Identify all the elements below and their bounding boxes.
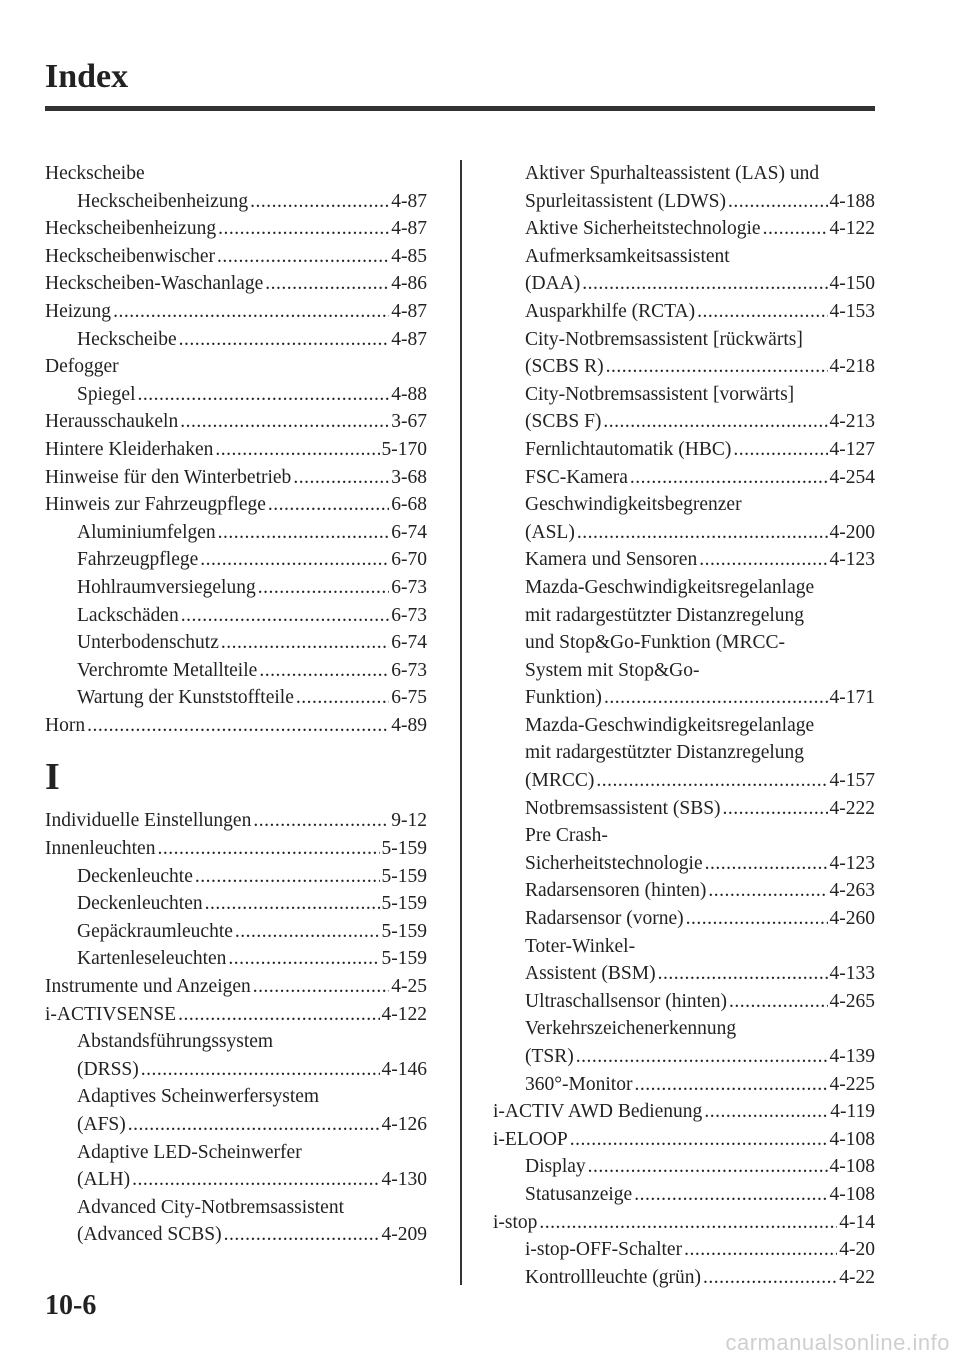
entry-term: Horn — [45, 714, 86, 736]
entry-page-ref: 4-171 — [829, 687, 875, 709]
entry-page-ref: 5-159 — [381, 948, 427, 970]
dot-leader — [258, 574, 390, 602]
index-entry-heading: Heckscheibe — [45, 163, 145, 184]
entry-page-ref: 4-108 — [829, 1183, 875, 1205]
entry-page-ref: 4-87 — [391, 328, 427, 350]
entry-term: (DRSS) — [77, 1058, 139, 1080]
index-subentry-line: Abstandsführungssystem — [77, 1031, 274, 1053]
entry-term: Radarsensor (vorne) — [525, 908, 684, 930]
entry-page-ref: 6-73 — [391, 576, 427, 598]
entry-term: (AFS) — [77, 1114, 126, 1135]
entry-term: (TSR) — [525, 1046, 574, 1067]
entry-term: Ausparkhilfe (RCTA) — [525, 300, 696, 322]
entry-term: Heizung — [45, 300, 112, 322]
dot-leader — [250, 188, 389, 216]
index-entry — [45, 298, 427, 326]
dot-leader — [723, 795, 828, 823]
index-entry — [45, 436, 427, 464]
index-subentry-line: Mazda-Geschwindigkeitsregelanlage — [525, 714, 815, 736]
dot-leader — [87, 712, 389, 740]
dot-leader — [195, 863, 380, 891]
index-subentry — [493, 1153, 875, 1181]
entry-page-ref: 4-14 — [839, 1211, 875, 1233]
dot-leader — [588, 1153, 828, 1181]
entry-page-ref: 4-87 — [391, 300, 427, 322]
index-subentry-line: City-Notbremsassistent [rückwärts] — [525, 328, 803, 350]
entry-page-ref: 4-89 — [391, 714, 427, 736]
index-subentry — [45, 519, 427, 547]
entry-term: Heckscheibe — [77, 328, 177, 350]
entry-page-ref: 4-209 — [381, 1224, 427, 1246]
dot-leader — [577, 519, 828, 547]
index-subentry-line: und Stop&Go-Funktion (MRCC- — [525, 632, 786, 654]
dot-leader — [265, 270, 389, 298]
entry-page-ref: 4-188 — [829, 190, 875, 212]
entry-term: (SCBS R) — [525, 356, 604, 378]
dot-leader — [728, 188, 828, 216]
index-subentry — [45, 381, 427, 409]
entry-page-ref: 4-133 — [829, 963, 875, 985]
dot-leader — [200, 546, 389, 574]
entry-term: Spiegel — [77, 383, 136, 405]
dot-leader — [704, 1098, 828, 1126]
index-subentry — [493, 767, 875, 795]
index-subentry — [493, 408, 875, 436]
dot-leader — [733, 436, 827, 464]
column-divider — [460, 160, 462, 1285]
entry-page-ref: 4-122 — [381, 1003, 427, 1025]
index-subentry — [493, 215, 875, 243]
entry-page-ref: 4-222 — [829, 797, 875, 819]
dot-leader — [253, 807, 389, 835]
entry-term: Kontrollleuchte (grün) — [525, 1266, 701, 1288]
dot-leader — [141, 1056, 380, 1084]
dot-leader — [684, 1236, 837, 1264]
index-subentry — [45, 945, 427, 973]
entry-term: Instrumente und Anzeigen — [45, 976, 251, 998]
entry-page-ref: 6-70 — [391, 549, 427, 571]
entry-page-ref: 5-170 — [381, 438, 427, 460]
index-subentry-line: Adaptives Scheinwerfersystem — [77, 1086, 320, 1108]
entry-term: i-ACTIV AWD Bedienung — [493, 1101, 703, 1123]
index-subentry — [493, 795, 875, 823]
dot-leader — [606, 353, 828, 381]
entry-term: i-ACTIVSENSE — [45, 1003, 177, 1025]
index-subentry — [493, 988, 875, 1016]
dot-leader — [686, 905, 828, 933]
index-subentry — [45, 890, 427, 918]
entry-page-ref: 4-126 — [381, 1114, 427, 1135]
dot-leader — [215, 436, 379, 464]
index-subentry — [493, 353, 875, 381]
index-subentry — [45, 188, 427, 216]
entry-term: (Advanced SCBS) — [77, 1224, 222, 1246]
entry-page-ref: 5-159 — [381, 865, 427, 887]
entry-page-ref: 4-123 — [829, 852, 875, 874]
entry-term: Ultraschallsensor (hinten) — [525, 990, 727, 1012]
index-subentry — [45, 546, 427, 574]
entry-page-ref: 4-254 — [829, 466, 875, 488]
index-entry — [45, 973, 427, 1001]
index-entry — [45, 243, 427, 271]
index-subentry — [493, 684, 875, 712]
dot-leader — [205, 890, 380, 918]
index-subentry — [493, 1043, 875, 1071]
entry-page-ref: 4-150 — [829, 273, 875, 295]
dot-leader — [181, 602, 389, 630]
entry-term: Hintere Kleiderhaken — [45, 438, 214, 460]
entry-page-ref: 4-123 — [829, 549, 875, 571]
dot-leader — [703, 1264, 837, 1292]
dot-leader — [224, 1221, 380, 1249]
index-subentry-line: Aufmerksamkeitsassistent — [525, 245, 730, 267]
entry-term: Kamera und Sensoren — [525, 549, 698, 571]
entry-page-ref: 6-74 — [391, 632, 427, 654]
index-subentry-line: Pre Crash- — [525, 825, 608, 847]
entry-page-ref: 4-265 — [829, 990, 875, 1012]
dot-leader — [570, 1126, 828, 1154]
dot-leader — [630, 464, 828, 492]
entry-term: Heckscheibenheizung — [77, 190, 249, 212]
index-subentry-line: mit radargestützter Distanzregelung — [525, 742, 805, 764]
entry-page-ref: 4-200 — [829, 521, 875, 543]
index-subentry-line: Mazda-Geschwindigkeitsregelanlage — [525, 576, 815, 598]
dot-leader — [268, 491, 389, 519]
entry-term: Statusanzeige — [525, 1183, 633, 1205]
entry-term: (ALH) — [77, 1169, 131, 1191]
entry-page-ref: 4-127 — [829, 438, 875, 460]
entry-page-ref: 4-130 — [381, 1169, 427, 1191]
index-entry — [493, 1126, 875, 1154]
entry-page-ref: 4-146 — [381, 1058, 427, 1080]
page-title: Index — [45, 58, 129, 95]
header-rule — [45, 106, 875, 111]
entry-page-ref: 5-159 — [381, 920, 427, 942]
index-subentry — [493, 1264, 875, 1292]
index-subentry — [45, 657, 427, 685]
index-entry — [45, 712, 427, 740]
index-subentry — [493, 1236, 875, 1264]
entry-term: Fahrzeugpflege — [77, 549, 199, 571]
dot-leader — [180, 408, 389, 436]
index-subentry — [45, 1166, 427, 1194]
entry-page-ref: 4-153 — [829, 300, 875, 322]
dot-leader — [296, 684, 389, 712]
dot-leader — [576, 1043, 828, 1071]
index-subentry — [493, 270, 875, 298]
entry-term: Heckscheibenwischer — [45, 245, 216, 267]
entry-page-ref: 4-119 — [830, 1101, 875, 1123]
dot-leader — [113, 298, 389, 326]
dot-leader — [259, 657, 389, 685]
index-entry — [45, 408, 427, 436]
entry-page-ref: 3-68 — [391, 466, 427, 488]
entry-term: i-stop-OFF-Schalter — [525, 1239, 683, 1261]
entry-term: Aluminiumfelgen — [77, 521, 216, 543]
entry-term: Deckenleuchte — [77, 865, 193, 887]
index-subentry-line: Toter-Winkel- — [525, 935, 636, 957]
dot-leader — [634, 1071, 827, 1099]
index-subentry — [493, 1071, 875, 1099]
index-subentry — [493, 850, 875, 878]
dot-leader — [128, 1111, 380, 1139]
index-subentry — [493, 519, 875, 547]
index-subentry-line: Verkehrszeichenerkennung — [525, 1018, 737, 1040]
dot-leader — [658, 960, 828, 988]
dot-leader — [604, 684, 828, 712]
dot-leader — [179, 326, 390, 354]
entry-term: Deckenleuchten — [77, 893, 203, 915]
dot-leader — [253, 973, 389, 1001]
entry-term: Funktion) — [525, 687, 602, 709]
entry-term: Unterbodenschutz — [77, 632, 219, 654]
entry-page-ref: 4-87 — [391, 190, 427, 212]
section-letter: I — [45, 756, 60, 799]
entry-term: i-stop — [493, 1211, 538, 1233]
entry-term: Hinweis zur Fahrzeugpflege — [45, 494, 266, 516]
index-subentry — [493, 905, 875, 933]
dot-leader — [596, 767, 827, 795]
dot-leader — [705, 850, 828, 878]
entry-page-ref: 4-213 — [829, 411, 875, 433]
index-subentry — [45, 918, 427, 946]
entry-term: (DAA) — [525, 273, 581, 295]
index-subentry — [45, 1056, 427, 1084]
index-subentry-line: City-Notbremsassistent [vorwärts] — [525, 383, 795, 405]
dot-leader — [228, 945, 379, 973]
index-subentry — [45, 684, 427, 712]
index-entry — [493, 1098, 875, 1126]
page-number: 10-6 — [45, 1290, 97, 1321]
entry-term: 360°-Monitor — [525, 1073, 633, 1095]
entry-page-ref: 3-67 — [391, 411, 427, 433]
index-subentry — [493, 188, 875, 216]
entry-page-ref: 9-12 — [391, 810, 427, 832]
entry-term: (SCBS F) — [525, 411, 602, 433]
index-column-right — [493, 160, 875, 1291]
index-subentry-line: Geschwindigkeitsbegrenzer — [525, 494, 742, 516]
index-entry — [45, 464, 427, 492]
index-subentry — [45, 574, 427, 602]
entry-term: (MRCC) — [525, 770, 595, 792]
entry-page-ref: 4-225 — [829, 1073, 875, 1095]
index-subentry — [493, 436, 875, 464]
entry-page-ref: 4-157 — [829, 770, 875, 792]
index-entry — [45, 491, 427, 519]
entry-page-ref: 5-159 — [381, 893, 427, 915]
index-subentry — [493, 877, 875, 905]
entry-term: Verchromte Metallteile — [77, 659, 258, 681]
index-entry-heading: Defogger — [45, 356, 119, 378]
index-subentry-line: System mit Stop&Go- — [525, 659, 700, 681]
dot-leader — [221, 629, 389, 657]
entry-term: Assistent (BSM) — [525, 963, 656, 985]
entry-term: (ASL) — [525, 521, 575, 543]
index-subentry-line: Advanced City-Notbremsassistent — [77, 1196, 344, 1218]
entry-term: i-ELOOP — [493, 1128, 568, 1150]
dot-leader — [582, 270, 827, 298]
dot-leader — [217, 243, 389, 271]
watermark: carmanualsonline.info — [725, 1330, 950, 1355]
entry-term: Hinweise für den Winterbetrieb — [45, 466, 292, 488]
dot-leader — [218, 215, 389, 243]
entry-term: Herausschaukeln — [45, 411, 179, 433]
entry-term: Innenleuchten — [45, 838, 156, 860]
index-entry — [45, 835, 427, 863]
dot-leader — [178, 1001, 379, 1029]
index-subentry — [45, 1221, 427, 1249]
entry-page-ref: 6-73 — [391, 604, 427, 626]
entry-term: Sicherheitstechnologie — [525, 852, 703, 874]
index-subentry — [45, 326, 427, 354]
entry-term: Spurleitassistent (LDWS) — [525, 190, 726, 212]
entry-page-ref: 4-85 — [391, 245, 427, 267]
entry-page-ref: 4-218 — [829, 356, 875, 378]
index-subentry — [45, 863, 427, 891]
index-subentry — [493, 960, 875, 988]
entry-term: Display — [525, 1156, 586, 1178]
entry-page-ref: 6-68 — [391, 494, 427, 516]
entry-term: Individuelle Einstellungen — [45, 810, 252, 832]
entry-page-ref: 4-139 — [829, 1046, 875, 1067]
entry-page-ref: 4-122 — [829, 218, 875, 240]
dot-leader — [235, 918, 380, 946]
entry-page-ref: 4-22 — [839, 1266, 875, 1288]
entry-page-ref: 4-20 — [839, 1239, 875, 1261]
entry-term: Aktive Sicherheitstechnologie — [525, 218, 761, 240]
dot-leader — [218, 519, 390, 547]
entry-term: Hohlraumversiegelung — [77, 576, 256, 598]
entry-page-ref: 4-86 — [391, 273, 427, 295]
dot-leader — [699, 546, 827, 574]
entry-term: Notbremsassistent (SBS) — [525, 797, 721, 819]
index-subentry — [45, 1111, 427, 1139]
entry-term: FSC-Kamera — [525, 466, 628, 488]
index-column-left — [45, 160, 427, 1249]
entry-page-ref: 4-108 — [829, 1156, 875, 1178]
dot-leader — [634, 1181, 827, 1209]
index-entry — [493, 1209, 875, 1237]
dot-leader — [539, 1209, 837, 1237]
entry-term: Radarsensoren (hinten) — [525, 880, 707, 902]
entry-page-ref: 4-25 — [391, 976, 427, 998]
index-subentry — [493, 1181, 875, 1209]
dot-leader — [132, 1166, 379, 1194]
entry-term: Heckscheiben-Waschanlage — [45, 273, 264, 295]
entry-page-ref: 4-263 — [829, 880, 875, 902]
dot-leader — [763, 215, 828, 243]
entry-term: Lackschäden — [77, 604, 179, 626]
index-entry — [45, 1001, 427, 1029]
index-subentry — [45, 602, 427, 630]
index-subentry — [45, 629, 427, 657]
entry-page-ref: 6-74 — [391, 521, 427, 543]
entry-term: Gepäckraumleuchte — [77, 920, 233, 942]
entry-page-ref: 4-260 — [829, 908, 875, 930]
index-subentry — [493, 298, 875, 326]
dot-leader — [157, 835, 379, 863]
entry-page-ref: 6-75 — [391, 687, 427, 709]
dot-leader — [697, 298, 827, 326]
dot-leader — [293, 464, 389, 492]
entry-term: Heckscheibenheizung — [45, 218, 217, 240]
dot-leader — [138, 381, 390, 409]
index-subentry-line: Aktiver Spurhalteassistent (LAS) und — [525, 163, 820, 184]
entry-term: Fernlichtautomatik (HBC) — [525, 438, 732, 460]
dot-leader — [729, 988, 828, 1016]
entry-page-ref: 6-73 — [391, 659, 427, 681]
entry-page-ref: 4-108 — [829, 1128, 875, 1150]
index-entry — [45, 807, 427, 835]
entry-term: Kartenleseleuchten — [77, 948, 227, 970]
dot-leader — [603, 408, 827, 436]
entry-page-ref: 4-88 — [391, 383, 427, 405]
dot-leader — [708, 877, 827, 905]
index-entry — [45, 270, 427, 298]
entry-term: Wartung der Kunststoffteile — [77, 687, 294, 709]
index-entry — [45, 215, 427, 243]
index-subentry-line: Adaptive LED-Scheinwerfer — [77, 1141, 302, 1163]
entry-page-ref: 5-159 — [381, 838, 427, 860]
index-subentry-line: mit radargestützter Distanzregelung — [525, 604, 805, 626]
index-subentry — [493, 546, 875, 574]
index-subentry — [493, 464, 875, 492]
entry-page-ref: 4-87 — [391, 218, 427, 240]
